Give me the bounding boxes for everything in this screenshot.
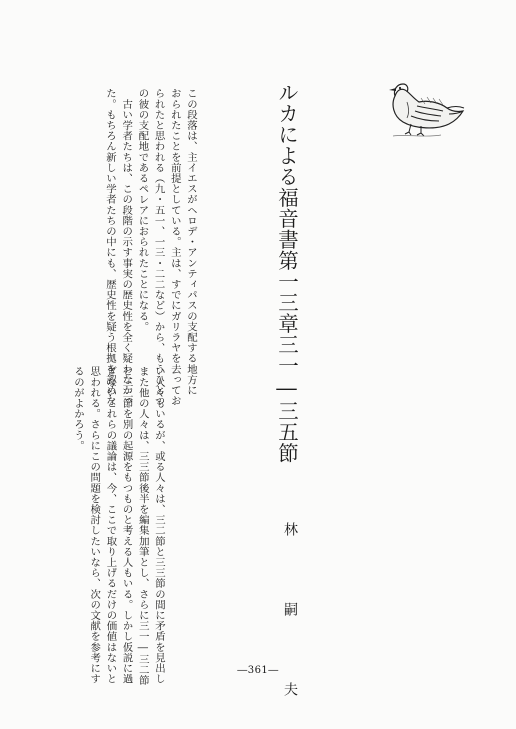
body-line: い人々もいるが、或る人々は、三二節と三三節の間に矛盾を見出し xyxy=(153,366,165,684)
body-text-lower xyxy=(70,366,167,686)
body-line: ぎないこれらの議論は、今、ここで取り上げるだけの価値はないと xyxy=(104,366,117,684)
body-text-upper xyxy=(102,88,199,406)
body-line: られたと思われる（九・五一、一三・二二など）から、もうひとつ xyxy=(152,88,165,406)
body-line: 古い学者たちは、この段階の示す事実の歴史性を全く疑わなかっ xyxy=(120,88,133,406)
body-line: と三三節を別の起源をもつものと考える人もいる。しかし仮説に過 xyxy=(120,366,133,684)
body-line: の彼の支配地であるペレアにおられたことになる。 xyxy=(136,88,149,332)
bird-icon xyxy=(381,78,465,140)
page-number: ―361― xyxy=(237,665,279,676)
body-line: この段落は、主イエスがヘロデ・アンティパスの支配する地方に xyxy=(185,88,197,396)
author-name: 林 嗣 夫 xyxy=(282,522,298,722)
body-line: るのがよかろう。 xyxy=(71,366,84,451)
body-line: 思われる。さらにこの問題を検討したいなら、次の文献を参考にす xyxy=(88,366,101,684)
body-line: た。もちろん新しい学者たちの中にも、歴史性を疑う根拠を認めな xyxy=(103,88,116,406)
article-title: ルカによる福音書第一三章三一―三五節 xyxy=(274,82,299,464)
body-line: おられたことを前提としている。主は、すでにガリラヤを去ってお xyxy=(168,88,181,406)
dove-illustration xyxy=(381,78,465,140)
body-line: また他の人々は、三三節後半を編集加筆とし、さらに三一―三二節 xyxy=(136,366,149,686)
